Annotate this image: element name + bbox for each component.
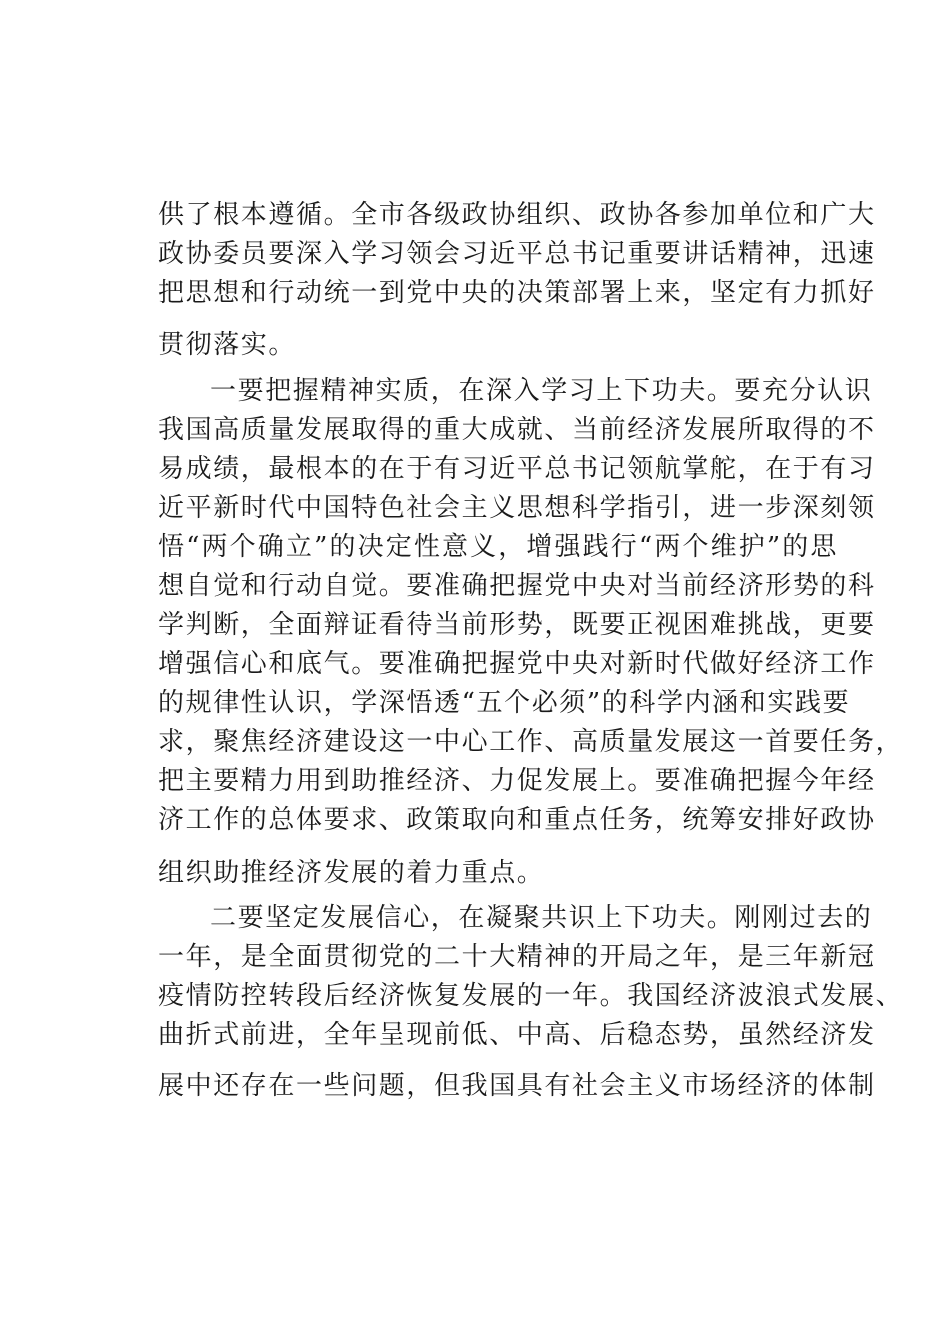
text-line: 求，聚焦经济建设这一中心工作、高质量发展这一首要任务， xyxy=(158,727,904,757)
text-line: 近平新时代中国特色社会主义思想科学指引，进一步深刻领 xyxy=(158,493,876,523)
text-line: 悟“两个确立”的决定性意义，增强践行“两个维护”的思 xyxy=(158,532,838,562)
text-line: 供了根本遵循。全市各级政协组织、政协各参加单位和广大 xyxy=(158,200,876,230)
text-line: 疫情防控转段后经济恢复发展的一年。我国经济波浪式发展、 xyxy=(158,981,904,1011)
text-line: 二要坚定发展信心，在凝聚共识上下功夫。刚刚过去的 xyxy=(210,903,873,933)
text-line: 济工作的总体要求、政策取向和重点任务，统筹安排好政协 xyxy=(158,805,876,835)
text-line: 政协委员要深入学习领会习近平总书记重要讲话精神，迅速 xyxy=(158,239,876,269)
text-line: 把思想和行动统一到党中央的决策部署上来，坚定有力抓好 xyxy=(158,278,876,308)
text-line: 贯彻落实。 xyxy=(158,330,297,360)
text-line: 一年，是全面贯彻党的二十大精神的开局之年，是三年新冠 xyxy=(158,942,876,972)
text-line: 易成绩，最根本的在于有习近平总书记领航掌舵，在于有习 xyxy=(158,454,876,484)
text-line: 曲折式前进，全年呈现前低、中高、后稳态势，虽然经济发 xyxy=(158,1020,876,1050)
text-line: 组织助推经济发展的着力重点。 xyxy=(158,858,545,888)
text-line: 想自觉和行动自觉。要准确把握党中央对当前经济形势的科 xyxy=(158,571,876,601)
text-line: 我国高质量发展取得的重大成就、当前经济发展所取得的不 xyxy=(158,415,876,445)
text-line: 把主要精力用到助推经济、力促发展上。要准确把握今年经 xyxy=(158,766,876,796)
text-line: 展中还存在一些问题，但我国具有社会主义市场经济的体制 xyxy=(158,1071,876,1101)
text-line: 一要把握精神实质，在深入学习上下功夫。要充分认识 xyxy=(210,376,873,406)
text-line: 增强信心和底气。要准确把握党中央对新时代做好经济工作 xyxy=(158,649,876,679)
text-line: 学判断，全面辩证看待当前形势，既要正视困难挑战，更要 xyxy=(158,610,876,640)
text-line: 的规律性认识，学深悟透“五个必须”的科学内涵和实践要 xyxy=(158,688,851,718)
